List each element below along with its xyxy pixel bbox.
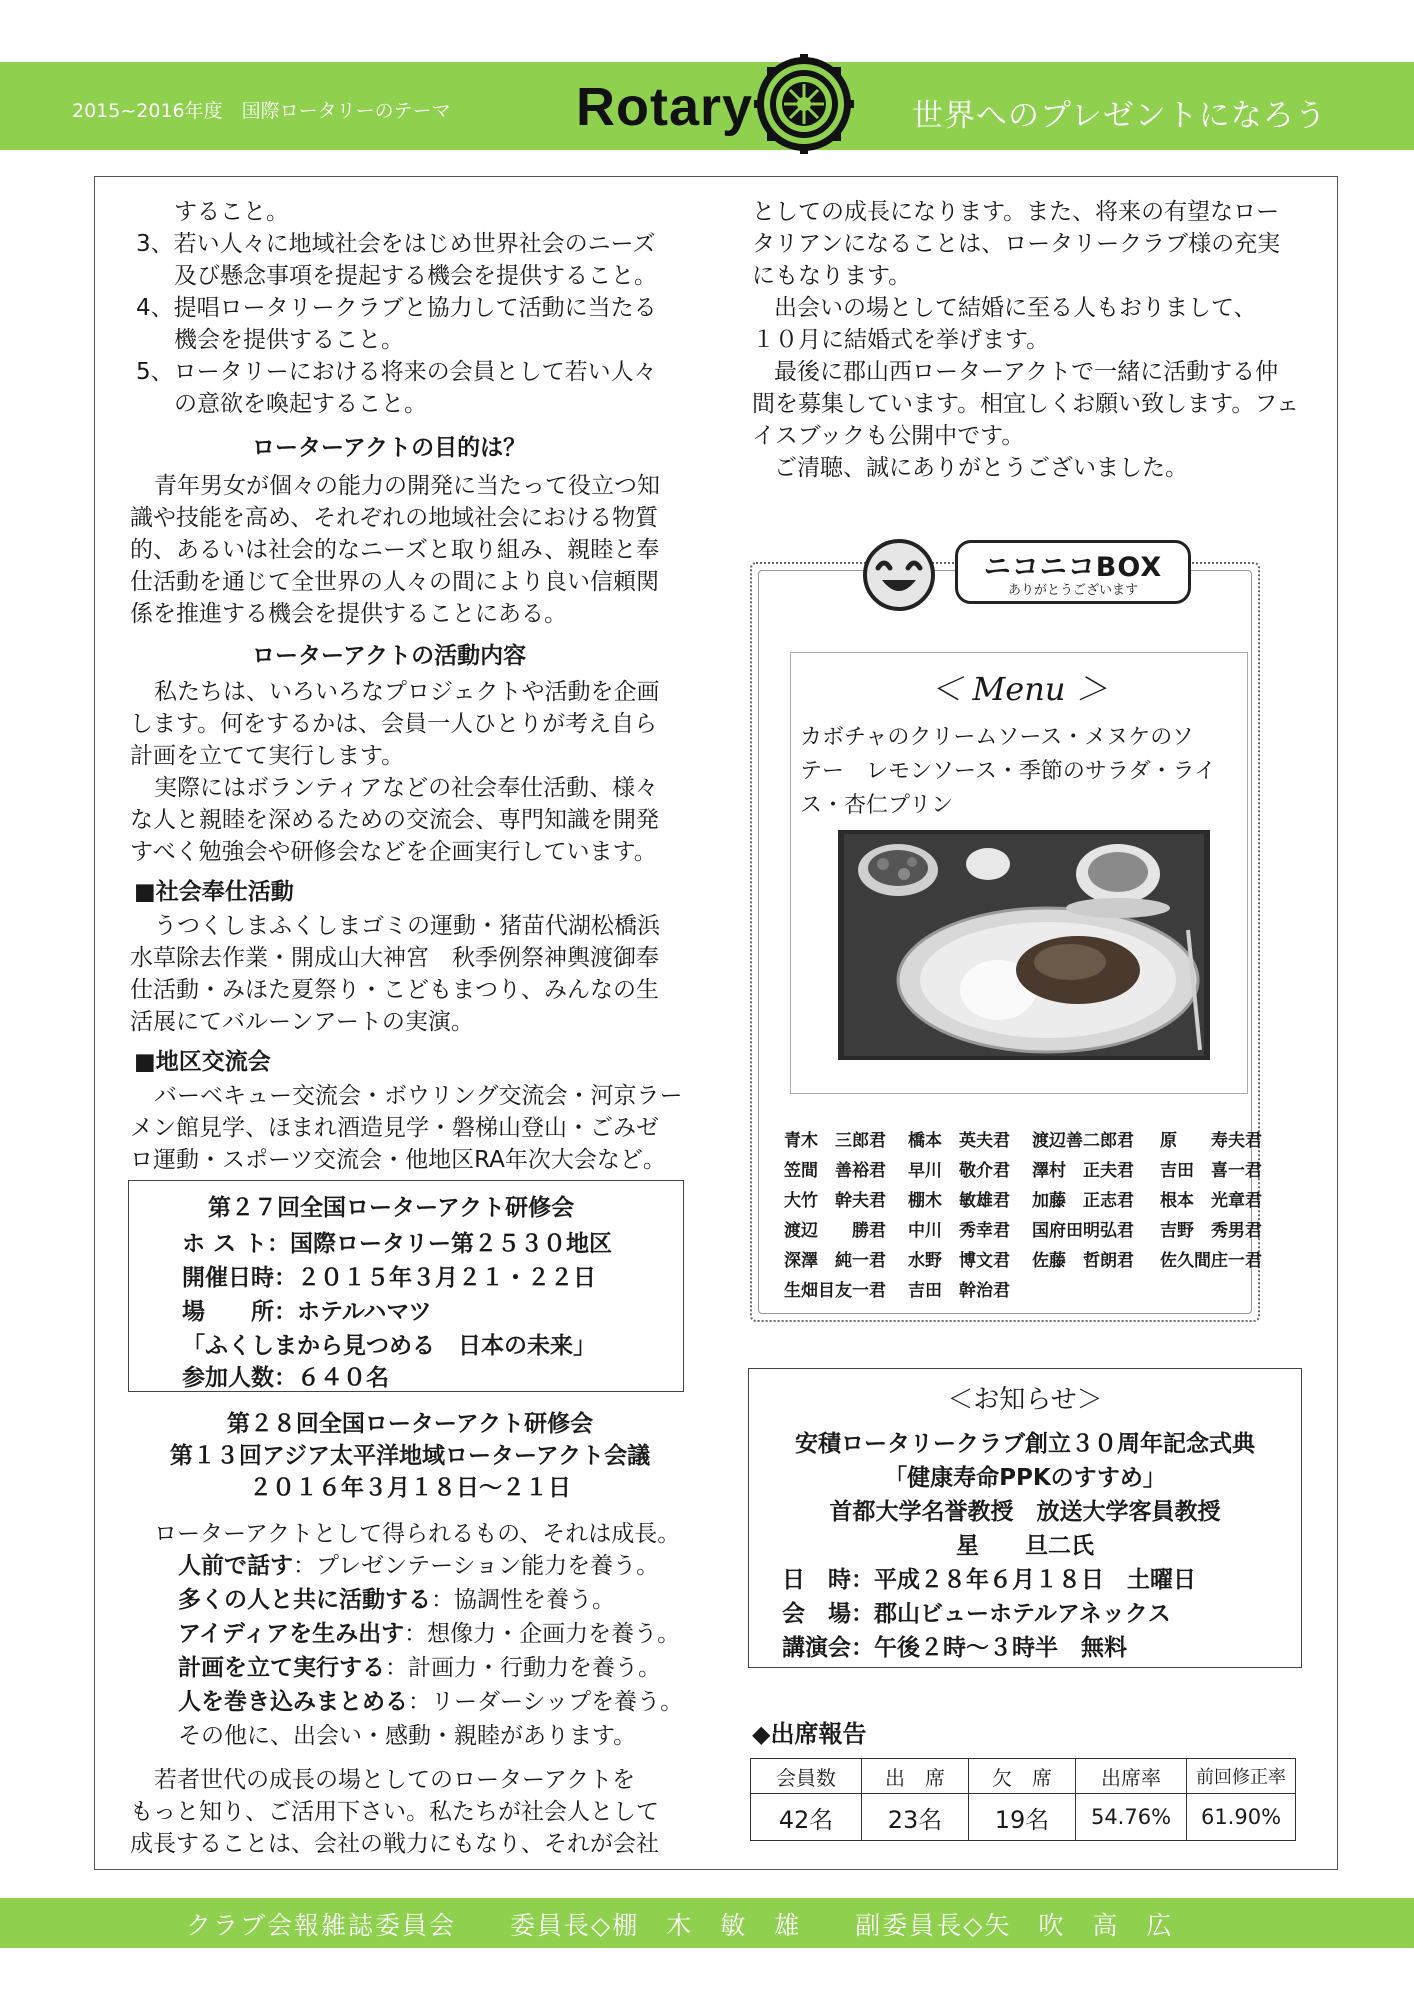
activity-line: 実際にはボランティアなどの社会奉仕活動、様々 [154,775,659,801]
donor-name: 橋本 英夫君 [908,1131,1010,1151]
donor-name: 生畑目友一君 [784,1281,886,1301]
growth-item [178,1686,683,1718]
notice-detail: 日 時：平成２８年６月１８日 土曜日 [782,1567,1196,1593]
menu-line: ス・杏仁プリン [800,793,954,818]
attendance-header: 出 席 [862,1759,969,1794]
service-line: 水草除去作業・開成山大神宮 秋季例祭神輿渡御奉 [130,945,659,971]
menu-line: テー レモンソース・季節のサラダ・ライ [800,759,1217,784]
donor-name: 中川 秀幸君 [908,1221,1010,1241]
slogan: 世界へのプレゼントになろう [912,98,1327,134]
service-heading: ■社会奉仕活動 [134,879,294,905]
conference-27-title: 第２７回全国ローターアクト研修会 [208,1195,575,1221]
service-line: 仕活動・みほた夏祭り・こどもまつり、みんなの生 [130,977,659,1003]
donor-name: 笠間 善裕君 [784,1161,886,1181]
activity-line: な人と親睦を深めるための交流会、専門知識を開発 [130,807,659,833]
donor-name: 原 寿夫君 [1160,1131,1262,1151]
donor-name: 加藤 正志君 [1032,1191,1134,1211]
purpose-line: 的、あるいは社会的なニーズと取り組み、親睦と奉 [130,537,660,563]
menu-line: カボチャのクリームソース・メヌケのソ [800,725,1194,750]
left-line: 3、若い人々に地域社会をはじめ世界社会のニーズ [136,231,656,257]
activity-line: 私たちは、いろいろなプロジェクトや活動を企画 [154,679,660,705]
donor-name: 大竹 幹夫君 [784,1191,886,1211]
theme-label: 2015~2016年度 国際ロータリーのテーマ [72,100,451,122]
attendance-value: 61.90% [1187,1794,1296,1841]
right-line: 出会いの場として結婚に至る人もおりまして、 [774,295,1257,321]
donor-name: 澤村 正夫君 [1032,1161,1134,1181]
notice-line: 「健康寿命PPKのすすめ」 [884,1465,1166,1491]
growth-item-bold: 多くの人と共に活動する [178,1587,431,1613]
attendance-value: 19名 [969,1794,1076,1841]
donor-name: 棚木 敏雄君 [908,1191,1010,1211]
attendance-header: 前回修正率 [1187,1759,1296,1794]
growth-item-bold: アイディアを生み出す [178,1621,405,1647]
notice-detail: 講演会：午後２時～３時半 無料 [782,1635,1127,1661]
donor-name: 渡辺善二郎君 [1032,1131,1134,1151]
growth-item-text: ：想像力・企画力を養う。 [404,1621,681,1647]
growth-item-bold: 人前で話す [178,1553,293,1579]
notice-title: ＜お知らせ＞ [947,1385,1103,1415]
left-line: の意欲を喚起すること。 [174,391,427,417]
nikoniko-title-badge [955,540,1191,604]
purpose-heading: ローターアクトの目的は？ [252,435,527,461]
attendance-table [750,1758,1296,1841]
growth-item [178,1652,661,1684]
purpose-line: 係を推進する機会を提供することにある。 [130,601,567,627]
attendance-value: 42名 [751,1794,862,1841]
donor-name: 水野 博文君 [908,1251,1010,1271]
left-line: 4、提唱ロータリークラブと協力して活動に当たる [136,295,657,321]
conference-27-line: 開催日時：２０１５年３月２１・２２日 [182,1265,596,1291]
donor-name: 吉田 喜一君 [1160,1161,1262,1181]
nikoniko-title: ニコニコBOX [983,552,1163,583]
activity-line: 計画を立てて実行します。 [130,743,405,769]
left-line: 機会を提供すること。 [174,327,404,353]
donor-name: 青木 三郎君 [784,1131,886,1151]
notice-line: 星 旦二氏 [956,1533,1094,1559]
menu-title: ＜ Menu ＞ [930,670,1108,708]
service-line: うつくしまふくしまゴミの運動・猪苗代湖松橋浜 [154,913,660,939]
closing-line: もっと知り、ご活用下さい。私たちが社会人として [130,1799,659,1825]
conference-27-line: ホ ス ト：国際ロータリー第２５３０地区 [182,1231,613,1257]
exchange-heading: ■地区交流会 [134,1049,271,1075]
conference-13-title: 第１３回アジア太平洋地域ローターアクト会議 [169,1443,651,1469]
closing-line: 若者世代の成長の場としてのローターアクトを [154,1767,636,1793]
right-line: １０月に結婚式を挙げます。 [752,327,1050,353]
conference-27-line: 「ふくしまから見つめる 日本の未来」 [182,1333,596,1359]
growth-other: その他に、出会い・感動・親睦があります。 [178,1723,637,1749]
notice-line: 安積ロータリークラブ創立３０周年記念式典 [795,1431,1255,1457]
rotary-wheel-icon [754,54,854,154]
conference-28-title: 第２８回全国ローターアクト研修会 [226,1411,594,1437]
right-line: 間を募集しています。相宜しくお願い致します。フェ [752,391,1300,417]
right-line: ご清聴、誠にありがとうございました。 [774,455,1188,481]
growth-item [178,1618,680,1650]
left-line: すること。 [174,199,289,225]
growth-item-bold: 計画を立て実行する [178,1655,385,1681]
exchange-line: ロ運動・スポーツ交流会・他地区RA年次大会など。 [130,1147,666,1173]
purpose-line: 仕活動を通じて全世界の人々の間により良い信頼関 [130,569,659,595]
rotary-logo-text: Rotary [576,77,754,137]
donor-name: 佐久間庄一君 [1160,1251,1262,1271]
right-line: としての成長になります。また、将来の有望なロー [752,199,1280,225]
attendance-title: ◆出席報告 [752,1720,867,1748]
service-line: 活展にてバルーンアートの実演。 [130,1009,474,1035]
right-line: 最後に郡山西ローターアクトで一緒に活動する仲 [774,359,1279,385]
growth-item-text: ：プレゼンテーション能力を養う。 [293,1553,660,1579]
right-line: にもなります。 [752,263,912,289]
left-line: 5、ロータリーにおける将来の会員として若い人々 [136,359,657,385]
donor-name: 早川 敬介君 [908,1161,1010,1181]
growth-item-text: ：計画力・行動力を養う。 [385,1655,661,1681]
notice-detail: 会 場：郡山ビューホテルアネックス [782,1601,1171,1627]
conference-dates: ２０１６年３月１８日～２１日 [249,1475,571,1501]
donor-name: 佐藤 哲朗君 [1032,1251,1134,1271]
attendance-header: 出席率 [1076,1759,1187,1794]
right-line: タリアンになることは、ロータリークラブ様の充実 [752,231,1281,257]
purpose-line: 青年男女が個々の能力の開発に当たって役立つ知 [154,473,660,499]
activity-line: します。何をするかは、会員一人ひとりが考え自ら [130,711,658,737]
growth-item-text: ：協調性を養う。 [431,1587,615,1613]
exchange-line: メン館見学、ほまれ酒造見学・磐梯山登山・ごみゼ [130,1115,659,1141]
right-line: イスブックも公開中です。 [752,423,1025,449]
growth-item [178,1584,615,1616]
donor-name: 吉野 秀男君 [1160,1221,1262,1241]
smiley-face-icon [862,538,936,612]
attendance-header: 欠 席 [969,1759,1076,1794]
activity-heading: ローターアクトの活動内容 [252,643,527,669]
donor-name: 根本 光章君 [1160,1191,1262,1211]
notice-line: 首都大学名誉教授 放送大学客員教授 [829,1499,1221,1525]
donor-name: 吉田 幹治君 [908,1281,1010,1301]
attendance-value: 54.76% [1076,1794,1187,1841]
growth-item-bold: 人を巻き込みまとめる [178,1689,408,1715]
donor-name: 深澤 純一君 [784,1251,886,1271]
conference-27-line: 参加人数：６４０名 [182,1365,389,1391]
donor-name: 渡辺 勝君 [784,1221,886,1241]
footer-committee: クラブ会報雑誌委員会 委員長◇棚 木 敏 雄 副委員長◇矢 吹 高 広 [186,1911,1174,1940]
nikoniko-subtitle: ありがとうございます [1007,583,1138,598]
attendance-header: 会員数 [751,1759,862,1794]
closing-line: 成長することは、会社の戦力にもなり、それが会社 [130,1831,659,1857]
growth-intro: ローターアクトとして得られるもの、それは成長。 [154,1521,681,1547]
growth-item-text: ：リーダーシップを養う。 [408,1689,684,1715]
meal-photo [838,830,1210,1060]
exchange-line: バーベキュー交流会・ボウリング交流会・河京ラー [154,1083,683,1109]
donor-name: 国府田明弘君 [1032,1221,1134,1241]
purpose-line: 識や技能を高め、それぞれの地域社会における物質 [130,505,659,531]
conference-27-line: 場 所：ホテルハマツ [182,1299,432,1325]
growth-item [178,1550,659,1582]
activity-line: すべく勉強会や研修会などを企画実行しています。 [130,839,657,865]
attendance-value: 23名 [862,1794,969,1841]
left-line: 及び懸念事項を提起する機会を提供すること。 [174,263,657,289]
